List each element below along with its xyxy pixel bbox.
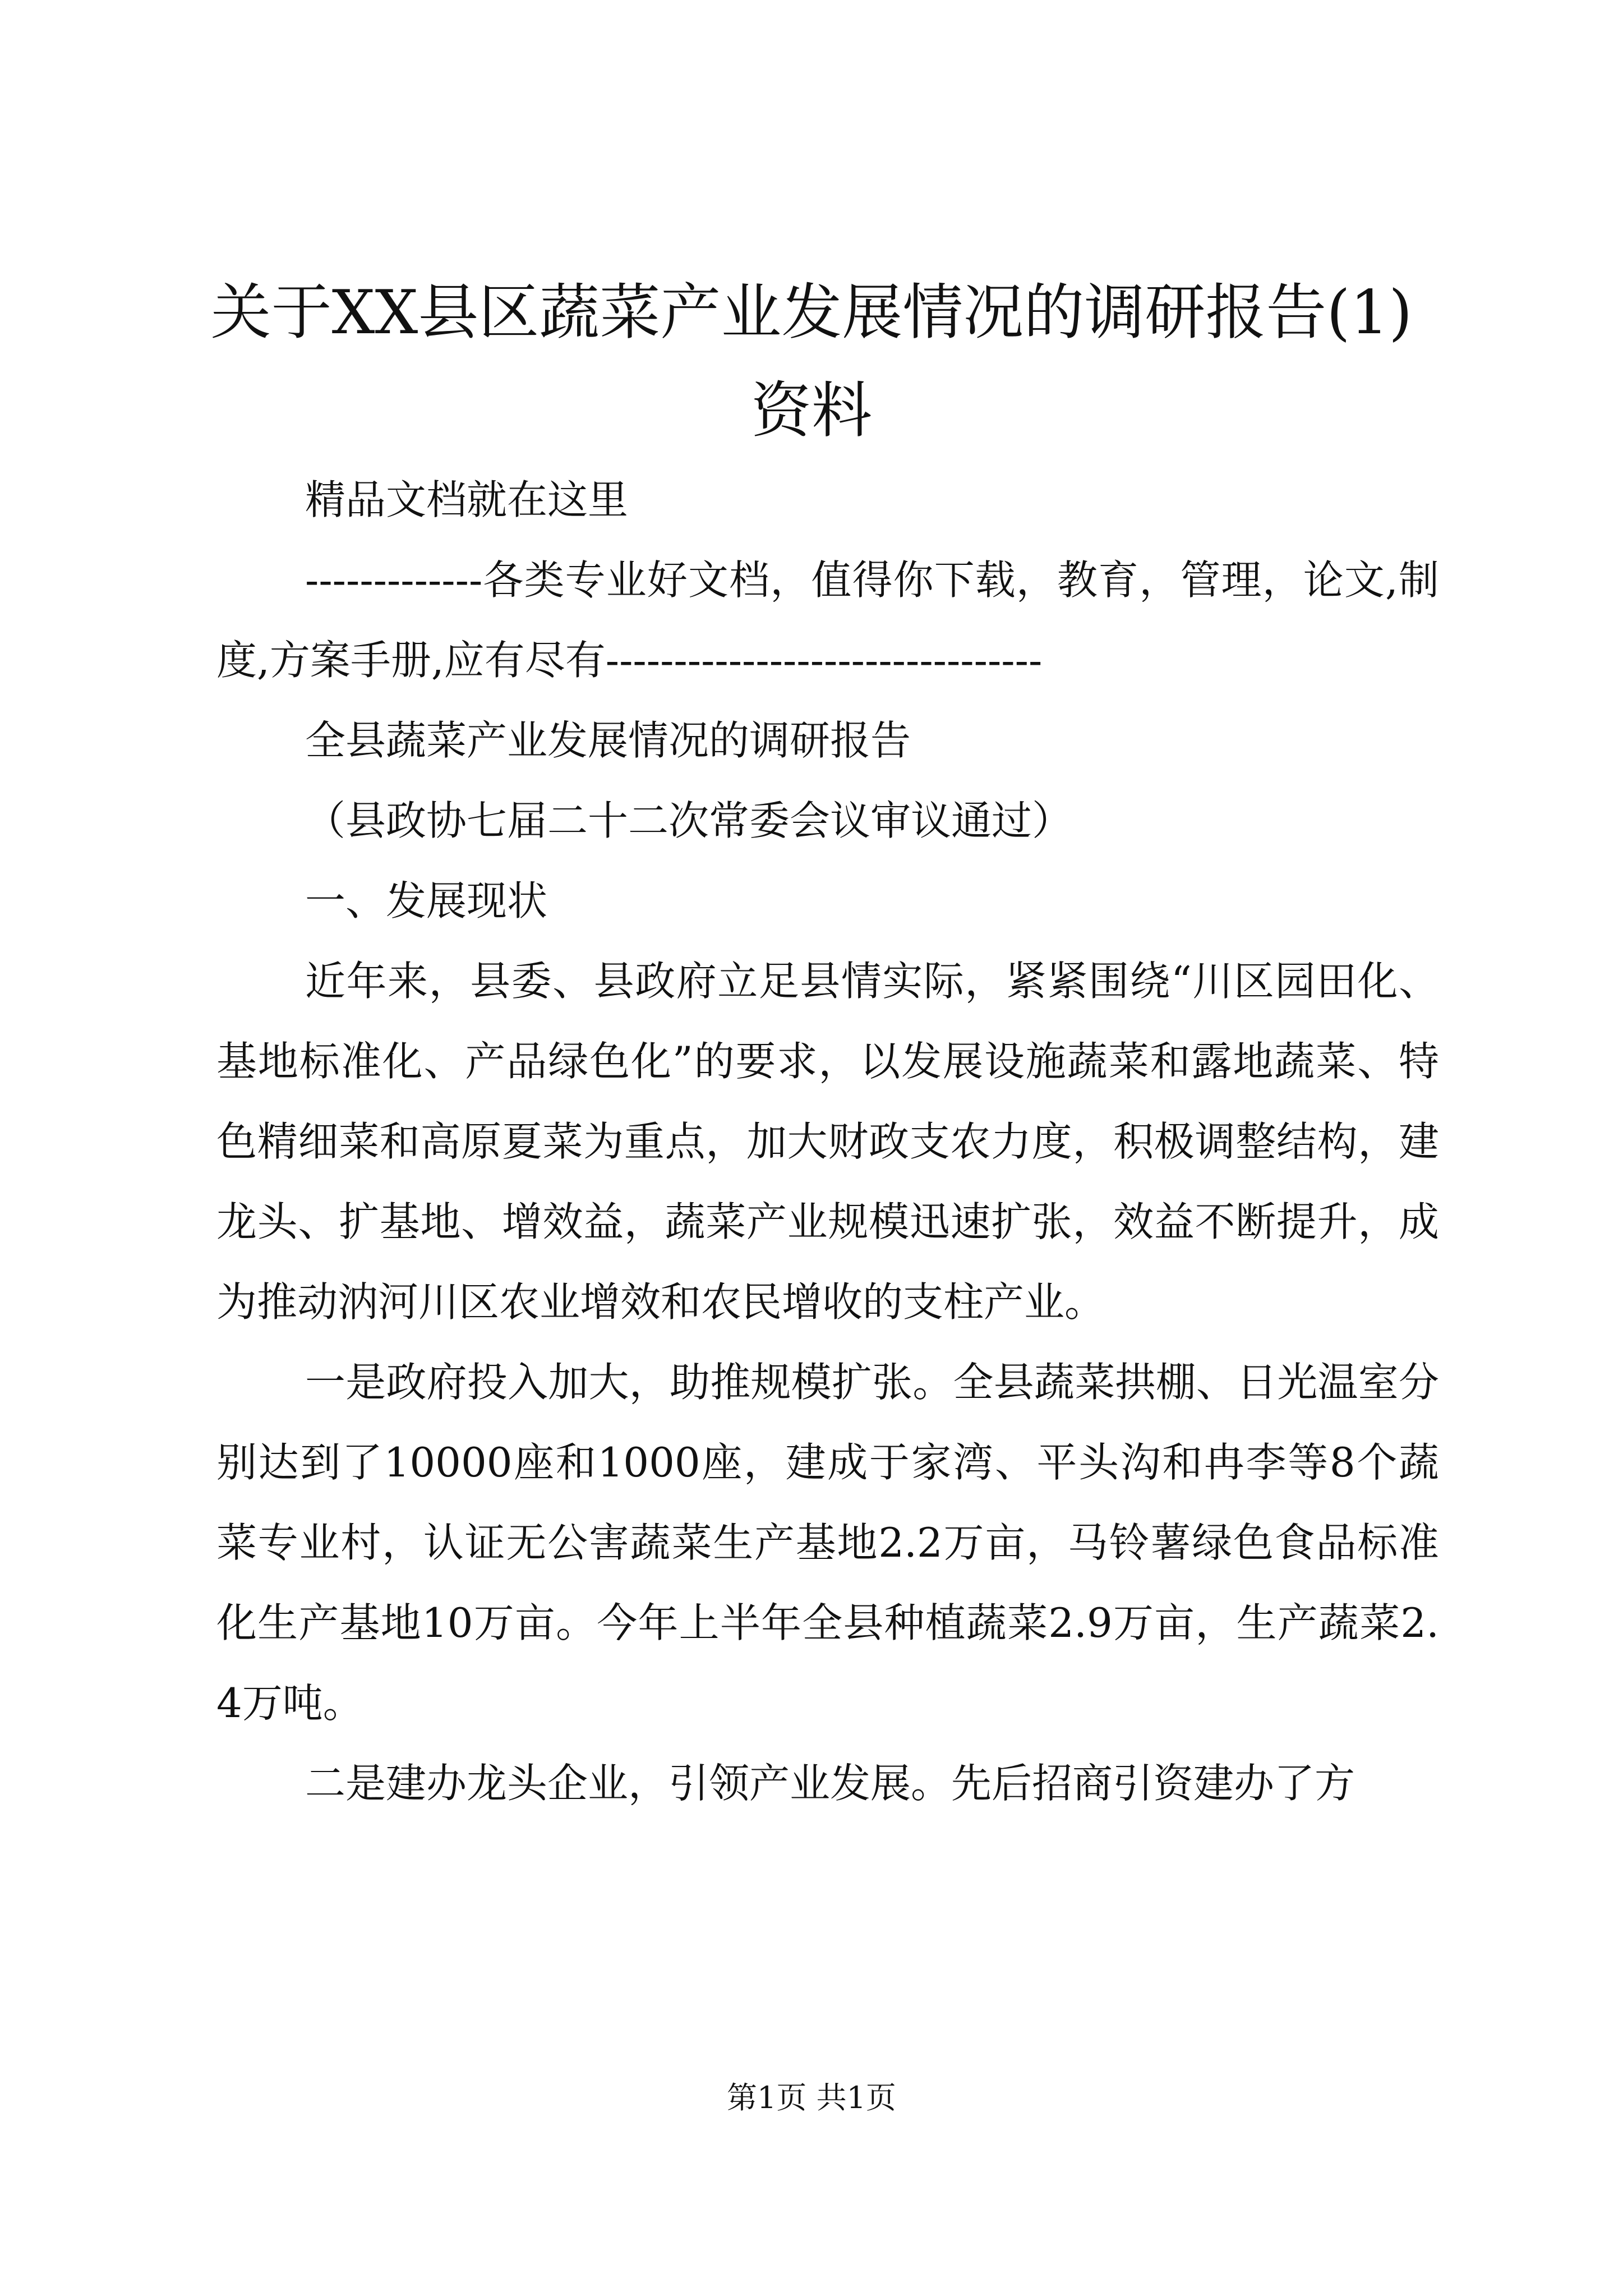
banner-line: 精品文档就在这里: [305, 476, 629, 523]
document-title: [168, 264, 1455, 460]
page-footer: 第1页 共1页: [727, 2080, 896, 2115]
section-heading: 一、发展现状: [305, 877, 548, 924]
title-line-1: 关于XX县区蔬菜产业发展情况的调研报告(1): [210, 278, 1413, 348]
report-heading: 全县蔬菜产业发展情况的调研报告: [305, 717, 911, 764]
body-paragraph: 近年来，县委、县政府立足县情实际，紧紧围绕“川区园田化、基地标准化、产品绿色化”的要求，以发展设施蔬菜和露地蔬菜、特色精细菜和高原夏菜为重点，加大财政支农力度，积极调整结构，建龙头、扩基地、增效益，蔬菜产业规模迅速扩张，效益不断提升，成为推动汭河川区农业增效和农民增收的支柱产业。: [216, 958, 1439, 1326]
document-body: [216, 460, 1439, 1824]
report-subheading: （县政协七届二十二次常委会议审议通过）: [305, 797, 1073, 844]
body-paragraph: 二是建办龙头企业，引领产业发展。先后招商引资建办了方: [305, 1760, 1355, 1807]
title-line-2: 资料: [750, 376, 872, 446]
promo-paragraph: -------------各类专业好文档，值得你下载，教育，管理，论文,制度,方案手册,应有尽有--------------------------------: [216, 556, 1439, 684]
body-paragraph: 一是政府投入加大，助推规模扩张。全县蔬菜拱棚、日光温室分别达到了10000座和1000座，建成于家湾、平头沟和冉李等8个蔬菜专业村，认证无公害蔬菜生产基地2.2万亩，马铃薯绿色食品标准化生产基地10万亩。今年上半年全县种植蔬菜2.9万亩，生产蔬菜2.4万吨。: [216, 1359, 1439, 1727]
